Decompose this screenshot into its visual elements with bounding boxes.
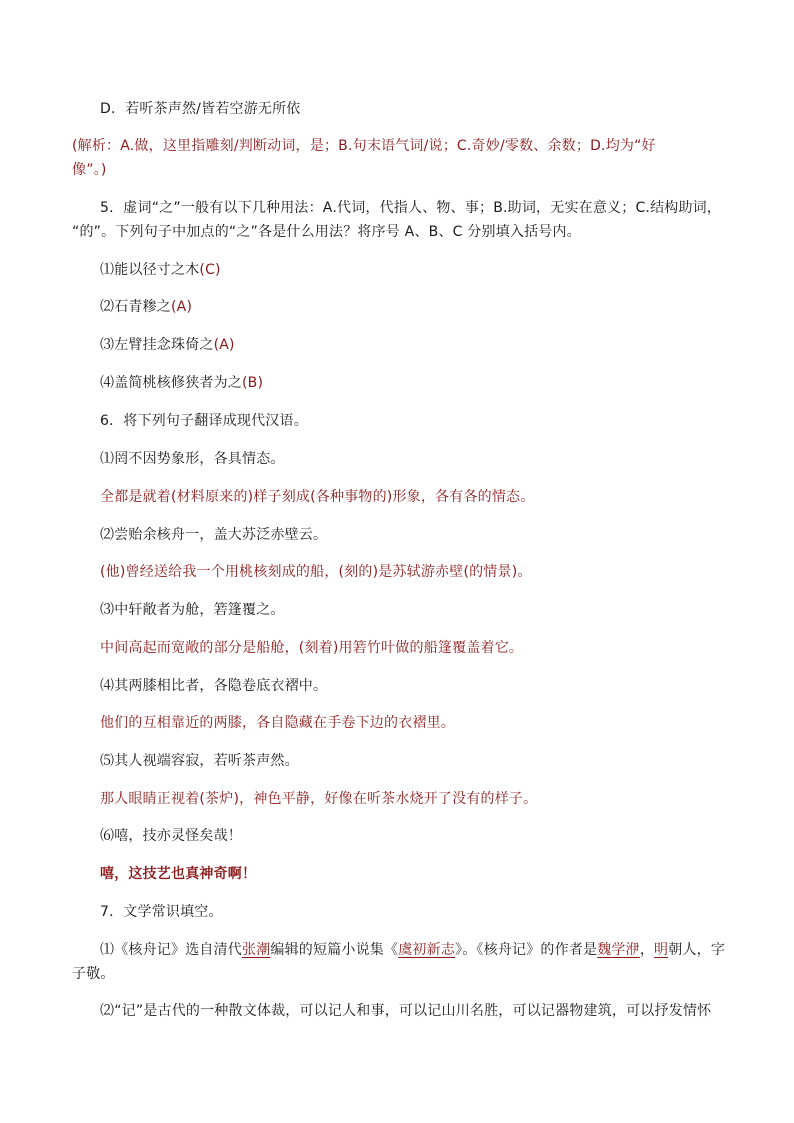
q7-1-part-a: ⑴《核舟记》选自清代 (100, 942, 242, 958)
q5-item-2 (100, 299, 192, 315)
q5-item-4-answer: (B) (242, 375, 264, 391)
q5-item-1-answer: (C) (199, 262, 221, 278)
question-5-line-2: “的”。下列句子中加点的“之”各是什么用法？将序号 A、B、C 分别填入括号内。 (72, 224, 581, 240)
q7-item-1-line-1 (100, 942, 725, 958)
q7-1-part-i: 朝人，字 (668, 942, 726, 958)
q5-item-2-text: ⑵石青糁之 (100, 299, 171, 315)
q5-item-1 (100, 262, 221, 278)
question-5-line-1: 5．虚词“之”一般有以下几种用法：A.代词，代指人、物、事；B.助词，无实在意义；C.结构助词， (100, 200, 722, 216)
q7-item-2: ⑵“记”是古代的一种散文体裁，可以记人和事，可以记山川名胜，可以记器物建筑，可以抒发情怀 (100, 1003, 712, 1019)
q7-item-1-line-2: 子敬。 (72, 966, 115, 982)
q6-answer-5: 那人眼睛正视着(茶炉)，神色平静，好像在听茶水烧开了没有的样子。 (100, 791, 538, 807)
q6-sentence-4: ⑷其两膝相比者，各隐卷底衣褶中。 (100, 678, 328, 694)
q7-1-part-e: 》。《核舟记》的作者是 (455, 942, 598, 958)
question-7: 7．文学常识填空。 (100, 904, 223, 920)
q6-sentence-2: ⑵尝贻余核舟一，盖大苏泛赤壁云。 (100, 527, 328, 543)
q6-sentence-6: ⑹嘻，技亦灵怪矣哉！ (100, 828, 242, 844)
q6-answer-2: (他)曾经送给我一个用桃核刻成的船，(刻的)是苏轼游赤壁(的情景)。 (100, 564, 532, 580)
q6-answer-3: 中间高起而宽敞的部分是船舱，(刻着)用箬竹叶做的船篷覆盖着它。 (100, 640, 524, 656)
q6-sentence-1: ⑴罔不因势象形，各具情态。 (100, 451, 285, 467)
q7-1-part-g: ， (639, 942, 655, 958)
q5-item-3 (100, 337, 235, 353)
q7-1-answer-author: 魏学洢 (597, 942, 640, 958)
question-6: 6．将下列句子翻译成现代汉语。 (100, 413, 308, 429)
q5-item-1-text: ⑴能以径寸之木 (100, 262, 200, 278)
q6-sentence-5: ⑸其人视端容寂，若听茶声然。 (100, 753, 299, 769)
q7-1-answer-editor: 张潮 (242, 942, 271, 958)
q5-item-3-text: ⑶左臂挂念珠倚之 (100, 337, 214, 353)
q6-answer-6: 嘻，这技艺也真神奇啊！ (100, 866, 257, 882)
q5-item-2-answer: (A) (171, 299, 193, 315)
q6-answer-4: 他们的互相靠近的两膝，各自隐藏在手卷下边的衣褶里。 (100, 715, 455, 731)
q5-item-4 (100, 375, 263, 391)
q5-item-4-text: ⑷盖简桃核修狭者为之 (100, 375, 242, 391)
option-d: D．若听茶声然/皆若空游无所依 (100, 101, 301, 117)
q7-1-answer-dynasty: 明 (654, 942, 669, 958)
q7-1-answer-collection: 虞初新志 (398, 942, 456, 958)
analysis-line-2: 像”。) (72, 162, 107, 178)
q7-1-part-c: 编辑的短篇小说集《 (270, 942, 399, 958)
analysis-line-1: (解析：A.做，这里指雕刻/判断动词，是；B.句末语气词/说；C.奇妙/零数、余数；D.均为“好 (72, 138, 656, 154)
q6-sentence-3: ⑶中轩敞者为舱，箬篷覆之。 (100, 602, 285, 618)
q5-item-3-answer: (A) (213, 337, 235, 353)
q6-answer-1: 全都是就着(材料原来的)样子刻成(各种事物的)形象，各有各的情态。 (100, 489, 535, 505)
